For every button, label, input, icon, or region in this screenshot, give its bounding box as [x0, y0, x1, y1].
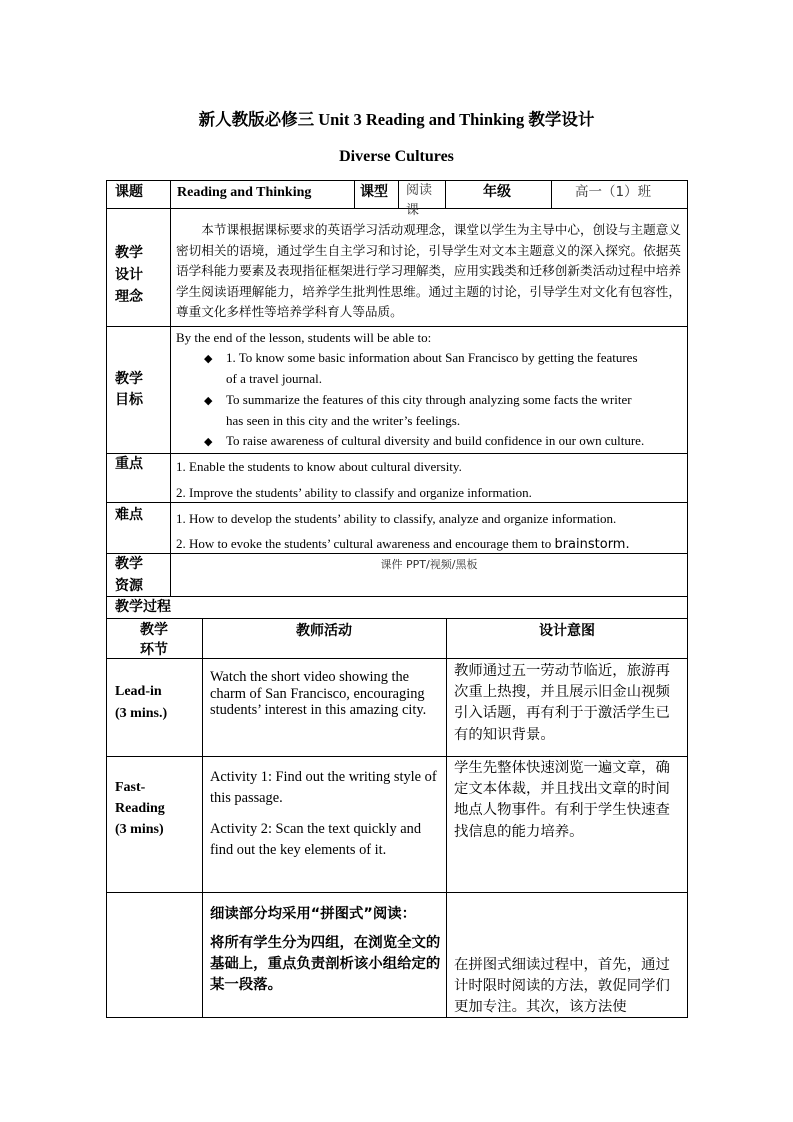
- lesson-type-label: 课型: [360, 184, 388, 200]
- design-intent-text: 学生先整体快速浏览一遍文章，确定文本体裁，并且找出文章的时间地点人物事件。有利于学生快速查找信息的能力培养。: [454, 760, 670, 840]
- grade-label: 年级: [483, 184, 511, 200]
- process-title: 教学过程: [115, 599, 171, 615]
- document-title: 新人教版必修三 Unit 3 Reading and Thinking 教学设计: [198, 110, 595, 129]
- table-rule: [106, 756, 688, 757]
- table-rule: [551, 180, 552, 208]
- philosophy-label: 教学: [115, 245, 143, 261]
- table-rule: [445, 180, 446, 208]
- difficult-point-item: 1. How to develop the students’ ability to classify, analyze and organize information.: [176, 511, 617, 526]
- teacher-activity-text: 将所有学生分为四组，在浏览全文的基础上，重点负责剖析该小组给定的某一段落。: [210, 935, 441, 994]
- resources-label: 教学: [115, 556, 143, 572]
- objective-item-cont: of a travel journal.: [226, 371, 323, 386]
- stage-name: Fast-: [115, 780, 146, 795]
- objective-item: To summarize the features of this city through analyzing some facts the writer: [226, 392, 632, 407]
- philosophy-label-2: 设计: [115, 267, 143, 283]
- table-rule: [106, 180, 107, 1018]
- design-intent-text: 教师通过五一劳动节临近，旅游再次重上热搜，并且展示旧金山视频引入话题，再有利于于激活学生已有的知识背景。: [454, 663, 670, 743]
- objective-item-cont: has seen in this city and the writer’s feelings.: [226, 413, 461, 428]
- teacher-activity-header: 教师活动: [296, 623, 352, 639]
- table-rule: [106, 180, 688, 181]
- grade-value: 高一（1）班: [575, 184, 652, 200]
- objectives-intro: By the end of the lesson, students will be able to:: [176, 330, 432, 345]
- design-intent-text: 在拼图式细读过程中，首先，通过计时限时阅读的方法，敦促同学们更加专注。其次，该方法使: [454, 957, 670, 1016]
- objective-item: To raise awareness of cultural diversity and build confidence in our own culture.: [226, 433, 645, 448]
- topic-label: 课题: [115, 184, 143, 200]
- document-subtitle: Diverse Cultures: [339, 148, 454, 165]
- table-rule: [106, 326, 688, 327]
- table-rule: [106, 618, 688, 619]
- objectives-label-2: 目标: [115, 392, 143, 408]
- lesson-type-value: 阅读: [406, 183, 433, 198]
- difficult-point-item: 2. How to evoke the students’ cultural awareness and encourage them to brainstorm.: [176, 536, 630, 552]
- stage-header-2: 环节: [140, 642, 168, 658]
- activity-text: Activity 1: Find out the writing style of this passage.: [210, 769, 437, 807]
- philosophy-text: 本节课根据课标要求的英语学习活动观理念，课堂以学生为主导中心，创设与主题意义密切相关的语境，通过学生自主学习和讨论，引导学生对文本主题意义的深入探究。依据英语学科能力要素及表现指征框架进行学习理解类，应用实践类和迁移创新类活动过程中培养学生阅读语理解能力，培养学生批判性思维。通过主题的讨论，引导学生对文化有包容性，尊重文化多样性等培养学科育人等品质。: [176, 222, 681, 320]
- table-rule: [106, 208, 688, 209]
- table-rule: [202, 618, 203, 1018]
- objective-item: 1. To know some basic information about San Francisco by getting the features: [226, 350, 638, 365]
- table-rule: [170, 180, 171, 596]
- stage-name-cont: Reading: [115, 801, 165, 816]
- stage-name: Lead-in: [115, 684, 162, 699]
- table-rule: [446, 618, 447, 1018]
- lesson-plan-table: [106, 180, 688, 1018]
- table-rule: [354, 180, 355, 208]
- key-point-item: 1. Enable the students to know about cultural diversity.: [176, 459, 462, 474]
- table-rule: [106, 892, 688, 893]
- diamond-bullet-icon: ◆: [204, 352, 213, 365]
- teacher-activity-heading: 细读部分均采用“拼图式”阅读：: [210, 906, 416, 922]
- activity-text: Activity 2: Scan the text quickly and find out the key elements of it.: [210, 821, 422, 859]
- key-points-label: 重点: [115, 456, 143, 472]
- design-intent-header: 设计意图: [539, 623, 595, 639]
- resources-value: 课件 PPT/视频/黑板: [380, 558, 478, 571]
- resources-label-2: 资源: [115, 578, 143, 594]
- difficult-points-label: 难点: [115, 507, 143, 523]
- diamond-bullet-icon: ◆: [204, 394, 213, 407]
- stage-duration: (3 mins.): [115, 706, 168, 721]
- topic-value: Reading and Thinking: [177, 185, 312, 200]
- key-point-item: 2. Improve the students’ ability to classify and organize information.: [176, 485, 532, 500]
- table-rule: [106, 596, 688, 597]
- stage-header: 教学: [140, 622, 168, 638]
- table-rule: [106, 453, 688, 454]
- objectives-label: 教学: [115, 371, 143, 387]
- diamond-bullet-icon: ◆: [204, 435, 213, 448]
- table-rule: [398, 180, 399, 208]
- lesson-type-value-cont: 课: [406, 203, 420, 218]
- stage-duration: (3 mins): [115, 822, 164, 837]
- table-rule: [687, 180, 688, 1018]
- philosophy-label-3: 理念: [115, 289, 143, 305]
- teacher-activity-text: Watch the short video showing the charm of San Francisco, encouraging students’ interest in this amazing city.: [210, 669, 427, 719]
